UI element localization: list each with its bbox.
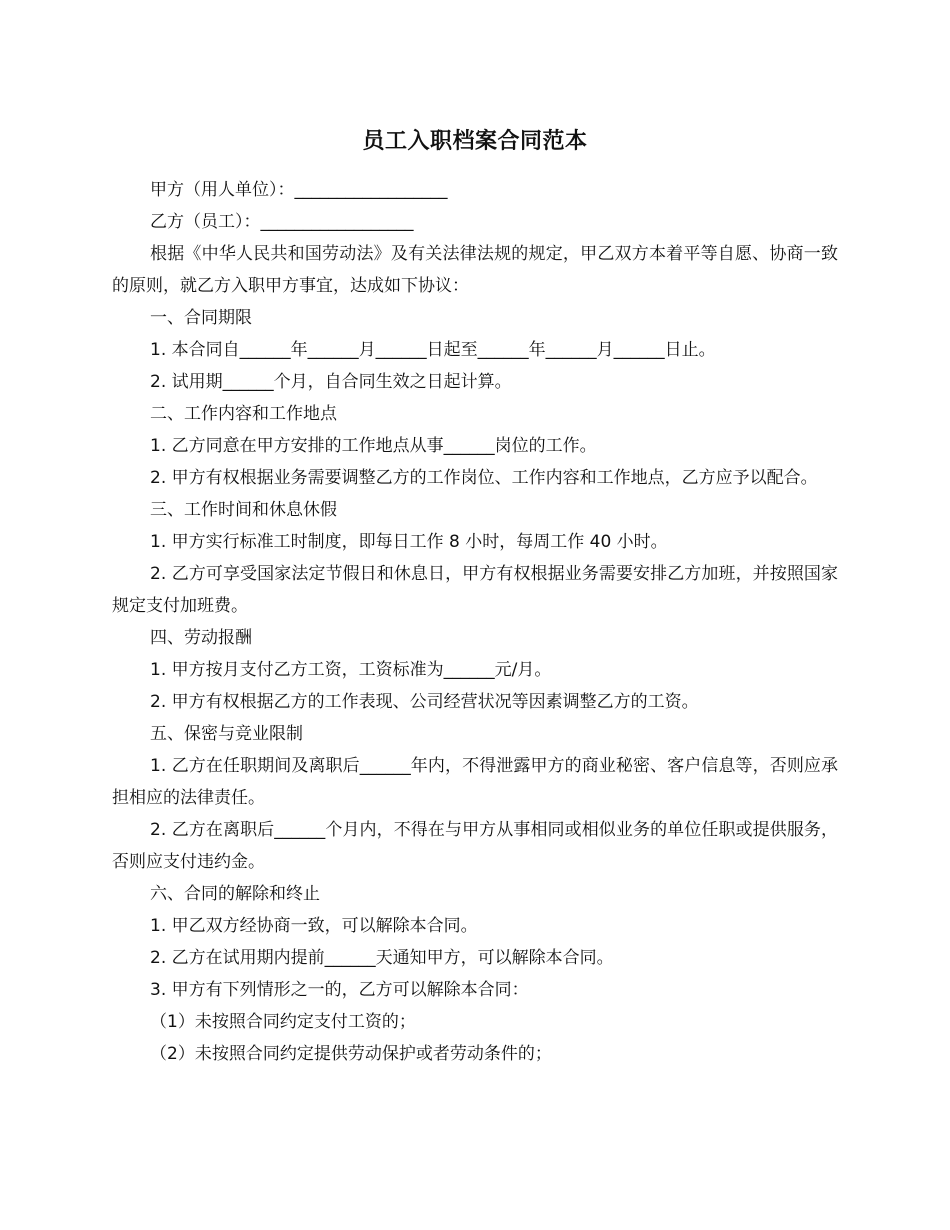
- clause-confidentiality: 1. 乙方在任职期间及离职后______年内，不得泄露甲方的商业秘密、客户信息等，否则应承担相应的法律责任。: [112, 756, 838, 808]
- section-heading-term: 一、合同期限: [150, 308, 252, 328]
- section-heading-work: 二、工作内容和工作地点: [150, 404, 337, 424]
- clause-work-adjustment: 2. 甲方有权根据业务需要调整乙方的工作岗位、工作内容和工作地点，乙方应予以配合。: [150, 468, 818, 488]
- section-heading-termination: 六、合同的解除和终止: [150, 884, 320, 904]
- preamble-paragraph: 根据《中华人民共和国劳动法》及有关法律法规的规定，甲乙双方本着平等自愿、协商一致的原则，就乙方入职甲方事宜，达成如下协议：: [112, 244, 838, 296]
- clause-probation-termination: 2. 乙方在试用期内提前______天通知甲方，可以解除本合同。: [150, 948, 614, 968]
- clause-work-position: 1. 乙方同意在甲方安排的工作地点从事______岗位的工作。: [150, 436, 597, 456]
- clause-probation: 2. 试用期______个月，自合同生效之日起计算。: [150, 372, 512, 392]
- clause-term-period: 1. 本合同自______年______月______日起至______年______月______日止。: [150, 340, 716, 360]
- party-b-line: 乙方（员工）：__________________: [150, 212, 414, 232]
- section-heading-hours: 三、工作时间和休息休假: [150, 500, 337, 520]
- party-a-line: 甲方（用人单位）：__________________: [150, 180, 448, 200]
- clause-non-compete: 2. 乙方在离职后______个月内，不得在与甲方从事相同或相似业务的单位任职或提供服务，否则应支付违约金。: [112, 820, 838, 872]
- section-heading-confidentiality: 五、保密与竞业限制: [150, 724, 303, 744]
- section-heading-pay: 四、劳动报酬: [150, 628, 252, 648]
- clause-holidays-overtime: 2. 乙方可享受国家法定节假日和休息日，甲方有权根据业务需要安排乙方加班，并按照国家规定支付加班费。: [112, 564, 838, 616]
- clause-mutual-termination: 1. 甲乙双方经协商一致，可以解除本合同。: [150, 916, 478, 936]
- clause-salary-adjustment: 2. 甲方有权根据乙方的工作表现、公司经营状况等因素调整乙方的工资。: [150, 692, 699, 712]
- ground-unpaid-wages: （1）未按照合同约定支付工资的；: [150, 1012, 416, 1032]
- document-title: 员工入职档案合同范本: [362, 129, 588, 154]
- document-body: [112, 174, 838, 1070]
- clause-employee-termination-grounds: 3. 甲方有下列情形之一的，乙方可以解除本合同：: [150, 980, 529, 1000]
- clause-monthly-salary: 1. 甲方按月支付乙方工资，工资标准为______元/月。: [150, 660, 552, 680]
- ground-no-protection: （2）未按照合同约定提供劳动保护或者劳动条件的；: [150, 1044, 552, 1064]
- clause-standard-hours: 1. 甲方实行标准工时制度，即每日工作 8 小时，每周工作 40 小时。: [150, 532, 668, 552]
